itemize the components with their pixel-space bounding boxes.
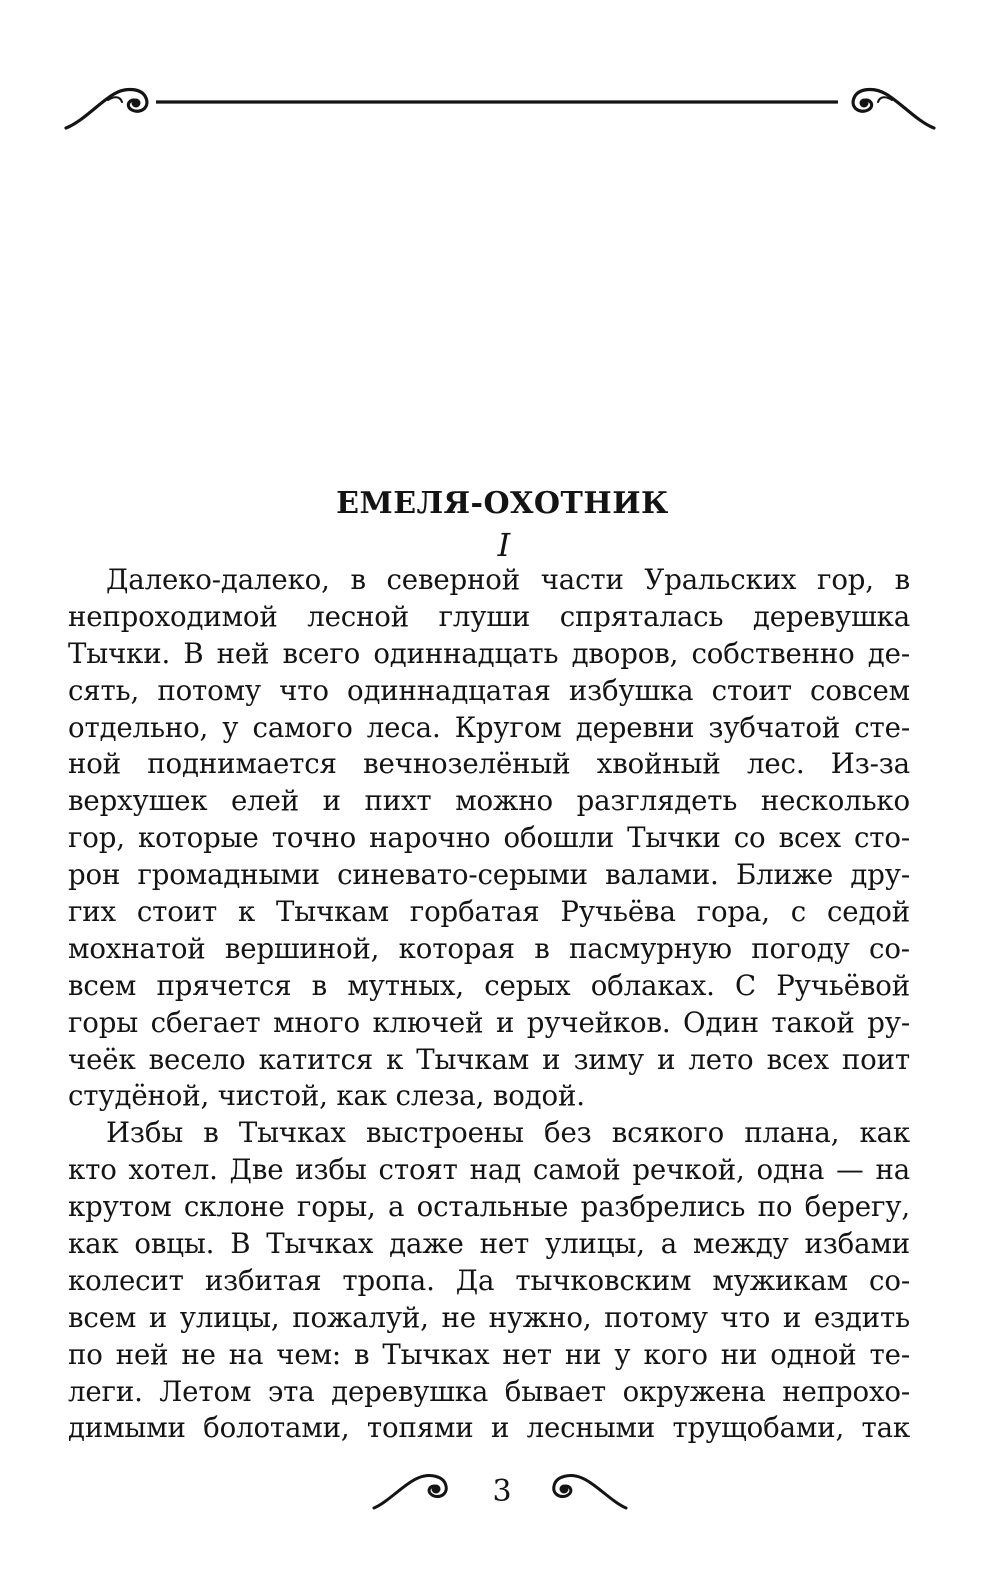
text-body: [68, 562, 910, 1447]
text-line: колесит избитая тропа. Да тычковским мужикам со-: [68, 1263, 910, 1297]
text-line: непроходимой лесной глуши спряталась деревушка: [68, 599, 910, 633]
text-line: чеёк весело катится к Тычкам и зиму и лето всех поит: [68, 1042, 910, 1076]
paragraph: [68, 562, 910, 1115]
top-ornament: [62, 72, 938, 142]
text-line: ной поднимается вечнозелёный хвойный лес. Из-за: [68, 747, 910, 781]
text-line: мохнатой вершиной, которая в пасмурную погоду со-: [68, 931, 910, 965]
text-line: кто хотел. Две избы стоят над самой речкой, одна — на: [68, 1153, 910, 1187]
text-line: леги. Летом эта деревушка бывает окружена непрохо-: [68, 1374, 910, 1408]
text-line: по ней не на чем: в Тычках нет ни у кого ни одной те-: [68, 1337, 910, 1371]
text-line: как овцы. В Тычках даже нет улицы, а между избами: [68, 1227, 910, 1261]
left-scroll-icon: [66, 89, 147, 128]
right-scroll-icon: [853, 89, 934, 128]
text-line: всем и улицы, пожалуй, не нужно, потому что и ездить: [68, 1300, 910, 1334]
chapter-title: ЕМЕЛЯ-ОХОТНИК: [336, 486, 669, 521]
text-line: сять, потому что одиннадцатая избушка стоит совсем: [68, 673, 910, 707]
text-line: всем прячется в мутных, серых облаках. С Ручьёвой: [68, 968, 910, 1002]
text-line: рон громадными синевато-серыми валами. Ближе дру-: [68, 858, 910, 892]
text-line: Далеко-далеко, в северной части Уральских гор, в: [106, 563, 910, 596]
text-line: студёной, чистой, как слеза, водой.: [68, 1079, 585, 1113]
text-line: димыми болотами, топями и лесными трущобами, так: [68, 1411, 910, 1445]
section-number: I: [497, 526, 511, 564]
text-line: горы сбегает много ключей и ручейков. Один такой ру-: [68, 1005, 910, 1039]
text-line: Избы в Тычках выстроены без всякого плана, как: [106, 1116, 910, 1150]
text-line: отдельно, у самого леса. Кругом деревни зубчатой сте-: [68, 710, 910, 744]
text-line: Тычки. В ней всего одиннадцать дворов, собственно де-: [68, 636, 910, 670]
paragraph: [68, 1115, 910, 1447]
text-line: гих стоит к Тычкам горбатая Ручьёва гора, с седой: [68, 895, 910, 929]
page-number: 3: [492, 1474, 512, 1509]
text-line: крутом склоне горы, а остальные разбрелись по берегу,: [68, 1190, 910, 1224]
text-line: верхушек елей и пихт можно разглядеть несколько: [68, 784, 910, 818]
text-line: гор, которые точно нарочно обошли Тычки со всех сто-: [68, 821, 910, 855]
